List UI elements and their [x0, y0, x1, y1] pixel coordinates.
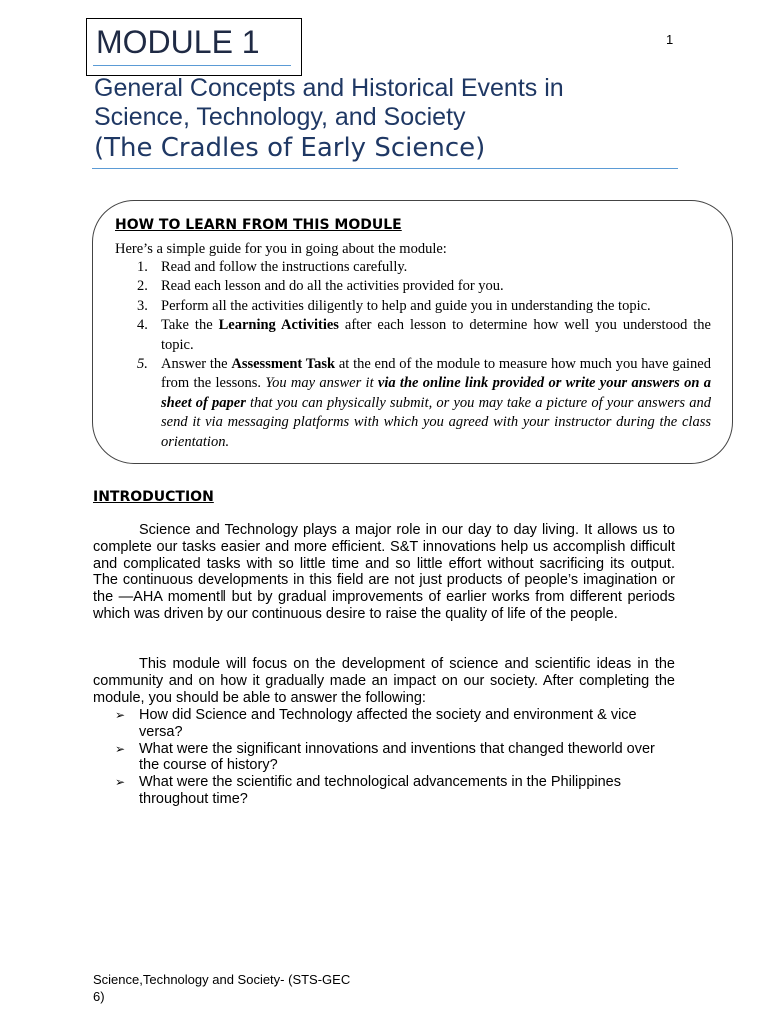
guide-step-emphasis: Learning Activities: [218, 317, 339, 334]
module-label-underline: [93, 65, 291, 66]
module-subtitle: (The Cradles of Early Science): [94, 133, 486, 163]
guide-questions-list: [115, 707, 675, 808]
learning-guide-heading: HOW TO LEARN FROM THIS MODULE: [115, 217, 402, 233]
guide-step: [115, 258, 711, 277]
guide-step: [115, 277, 711, 296]
guide-step-text: Perform all the activities diligently to help and guide you in understanding the topic.: [161, 297, 651, 314]
guide-step-text-middle: at the end of the module to measure how much you have gained from the lessons.: [161, 356, 711, 392]
arrow-bullet-icon: ➢: [115, 708, 126, 722]
module-title-line-1: General Concepts and Historical Events in: [94, 74, 564, 102]
guide-step-note-emphasis: via the online link provided or write your answers on a sheet of paper: [161, 375, 711, 411]
page-footer: Science,Technology and Society- (STS-GEC 6): [93, 972, 351, 1004]
guide-question-text: How did Science and Technology affected the society and environment & vice versa?: [139, 707, 637, 740]
guide-question: [115, 741, 675, 774]
guide-question-text: What were the scientific and technological advancements in the Philippines throughout time?: [139, 774, 621, 807]
guide-step-number: 3.: [137, 297, 148, 314]
arrow-bullet-icon: ➢: [115, 741, 126, 756]
guide-step-note-end: that you can physically submit, or you may take a picture of your answers and send it via messaging platforms with which you agreed with your instructor during the class orientation.: [161, 394, 711, 450]
guide-step-number: 5.: [137, 356, 148, 373]
guide-question: [115, 774, 675, 807]
module-title-line-2: Science, Technology, and Society: [94, 103, 466, 131]
guide-step-text: Read each lesson and do all the activities provided for you.: [161, 278, 504, 295]
guide-step: [115, 316, 711, 355]
guide-step-number: 2.: [137, 278, 148, 295]
guide-step: [115, 297, 711, 316]
learning-guide-steps: [115, 258, 711, 452]
arrow-bullet-icon: ➢: [115, 775, 126, 789]
learning-guide-intro: Here’s a simple guide for you in going about the module:: [115, 241, 447, 257]
page-number: 1: [666, 32, 674, 47]
guide-step-number: 4.: [137, 317, 148, 334]
guide-question-text: What were the significant innovations and inventions that changed theworld over the course of history?: [139, 740, 655, 773]
guide-step-text-end: after each lesson to determine how well you understood the topic.: [161, 317, 711, 353]
guide-step-note: You may answer it: [265, 375, 378, 392]
guide-step-number: 1.: [137, 259, 148, 275]
introduction-paragraph-2: This module will focus on the development of science and scientific ideas in the community and on how it gradually made an impact on our society. After completing the module, you should be able to answer the following:: [93, 656, 675, 706]
title-divider: [92, 168, 678, 169]
introduction-heading: INTRODUCTION: [93, 489, 214, 505]
guide-step: [115, 355, 711, 452]
guide-step-emphasis: Assessment Task: [231, 356, 336, 373]
module-label: MODULE 1: [96, 24, 260, 60]
guide-question: [115, 707, 675, 740]
guide-step-text: Read and follow the instructions carefully.: [161, 259, 408, 275]
introduction-paragraph-1: Science and Technology plays a major role in our day to day living. It allows us to complete our tasks easier and more efficient. S&T innovations help us accomplish difficult and complicated tasks with so little time and so little effort without sacrificing its output. The continuous developments in this field are not just products of people’s imagination or the ―AHA moment‖ but by gradual improvements of earlier works from different periods which was driven by our continuous desire to raise the quality of life of the people.: [93, 522, 675, 622]
guide-step-text-start: Answer the: [161, 356, 232, 373]
guide-step-text-start: Take the: [161, 317, 219, 334]
